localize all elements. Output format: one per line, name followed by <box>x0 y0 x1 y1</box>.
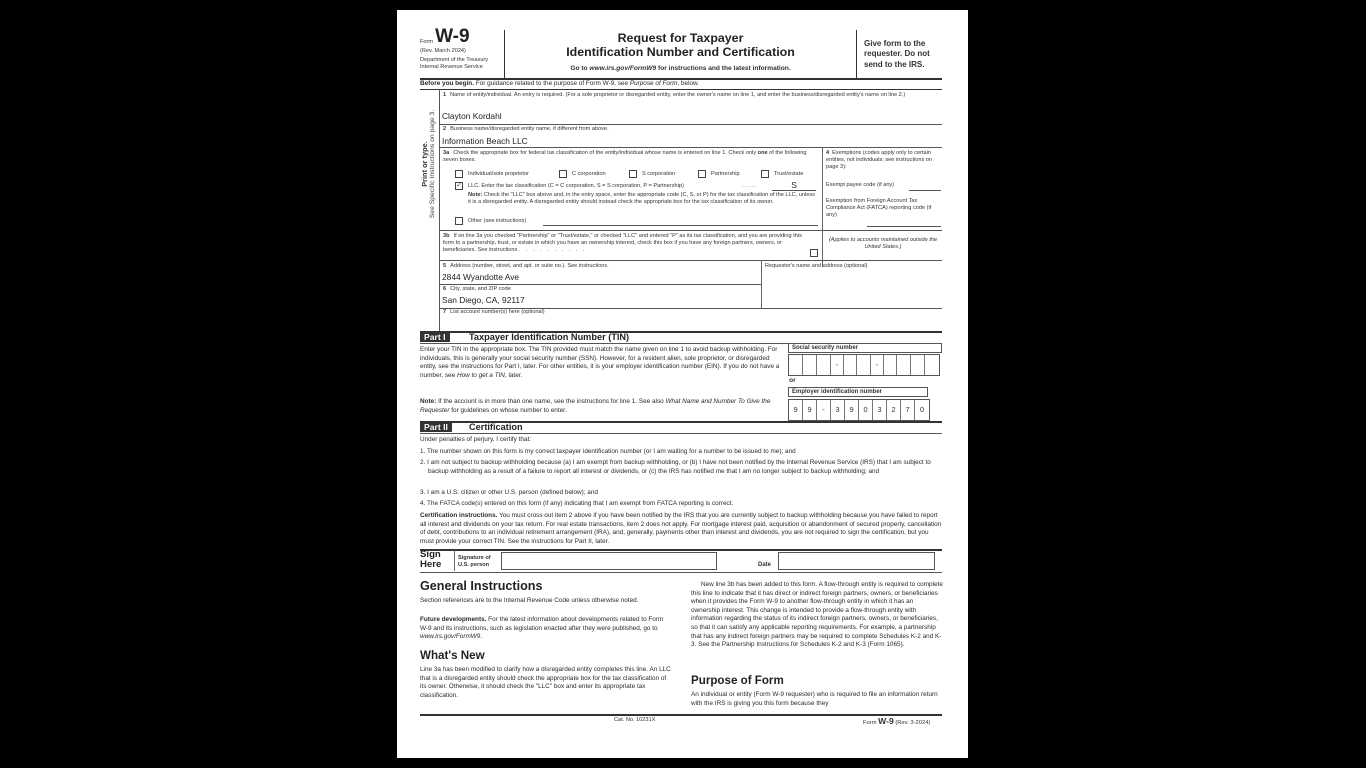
whats-new-text: Line 3a has been modified to clarify how a disregarded entity completes this line. An LLC that is a disregarded entity should check the appropriate box for the tax classification of its owner. Otherwise, it should check the "LLC" box and enter its appropriate tax classification. <box>420 666 671 699</box>
form-dept: Department of the Treasury <box>420 57 489 63</box>
line7-account-field[interactable] <box>442 317 940 329</box>
other-label: Other (see instructions) <box>468 218 527 224</box>
part1-paragraph: Enter your TIN in the appropriate box. The TIN provided must match the name given on line 1 to avoid backup withholding. For individuals, this is generally your social security number (SSN). However, for a resident alien, sole proprietor, or disregarded entity, see the instructions for Part I, later. For other entities, it is your employer identification number (EIN). If you do not have a number, see How to get a TIN, later. <box>420 346 780 379</box>
line1-name-field[interactable]: Clayton Kordahl <box>442 111 502 121</box>
checkbox-line3b-foreign[interactable] <box>810 249 818 257</box>
fatca-field[interactable] <box>867 219 941 227</box>
llc-note: Note: Check the "LLC" box above and, in the entry space, enter the appropriate code (C, S, or P) for the tax classification of the LLC, unless it is a disregarded entity. A disregarded entity should instead check the appropriate box for the tax classification of its owner. <box>468 192 815 205</box>
ssn-label: Social security number <box>788 343 942 353</box>
other-field[interactable] <box>543 217 818 226</box>
fatca-applies-note: (Applies to accounts maintained outside the United States.) <box>828 237 938 250</box>
cert-item-2: 2. I am not subject to backup withholding because (a) I am exempt from backup withholding, or (b) I have not been notified by the Internal Revenue Service (IRS) that I am subject to backup withholding as a result of a failure to report all interest or dividends, or (c) the IRS has notified me that I am no longer subject to backup withholding; and <box>420 459 931 475</box>
line3a-label: 3a Check the appropriate box for federal tax classification of the entity/individual whose name is entered on line 1. Check only one of the following seven boxes. <box>443 150 807 163</box>
form-id-block <box>420 28 506 71</box>
checkbox-other[interactable] <box>455 217 463 225</box>
checkbox-c-corporation[interactable] <box>559 170 567 178</box>
checkbox-partnership[interactable] <box>698 170 706 178</box>
signature-field[interactable] <box>501 552 717 570</box>
option-trust-label: Trust/estate <box>774 171 804 177</box>
part2-intro: Under penalties of perjury, I certify that: <box>420 436 532 443</box>
checkbox-trust-estate[interactable] <box>761 170 769 178</box>
llc-classification-field[interactable]: S <box>772 180 816 191</box>
option-partnership-label: Partnership <box>711 171 740 177</box>
line7-label: 7 List account number(s) here (optional) <box>443 309 545 315</box>
option-c-corp-label: C corporation <box>572 171 606 177</box>
date-label: Date <box>758 562 772 568</box>
option-individual-label: Individual/sole proprietor <box>468 171 529 177</box>
fatca-label: Exemption from Foreign Account Tax Compliance Act (FATCA) reporting code (if any) <box>826 198 932 218</box>
exempt-payee-label: Exempt payee code (if any) <box>826 182 895 188</box>
form-goto-line: Go to www.irs.gov/FormW9 for instructions and the latest information. <box>570 65 791 72</box>
print-or-type-label: Print or type. See Specific Instructions on page 3. <box>420 109 436 219</box>
checkbox-llc[interactable]: ✓ <box>456 182 462 189</box>
part2-title: Certification <box>469 422 523 432</box>
requester-label: Requester's name and address (optional) <box>765 263 868 269</box>
form-title-block <box>507 31 854 72</box>
or-label: or <box>789 377 796 384</box>
give-form-note: Give form to the requester. Do not send to the IRS. <box>864 39 930 69</box>
form-title-line2: Identification Number and Certification <box>566 45 795 59</box>
checkbox-s-corporation[interactable] <box>629 170 637 178</box>
cert-item-3: 3. I am a U.S. citizen or other U.S. person (defined below); and <box>420 489 598 496</box>
ssn-field[interactable]: - - <box>788 354 940 376</box>
llc-dots: . . . . . <box>742 183 756 189</box>
line6-label: 6 City, state, and ZIP code <box>443 286 511 292</box>
whats-new-heading: What's New <box>420 649 485 662</box>
checkbox-individual[interactable] <box>455 170 463 178</box>
signature-label: Signature of U.S. person <box>458 555 491 568</box>
form-number: W-9 <box>435 26 470 47</box>
irs-url-link[interactable]: www.irs.gov/FormW9 <box>589 65 657 72</box>
w9-form-page <box>397 10 968 758</box>
ein-field[interactable]: 9 9 - 3 9 0 3 2 7 0 <box>788 399 930 421</box>
line4-label: 4 Exemptions (codes apply only to certain entities, not individuals; see instructions on page 3): <box>826 150 933 170</box>
before-you-begin: Before you begin. For guidance related to the purpose of Form W-9, see Purpose of Form, below. <box>420 80 700 87</box>
part1-tag: Part I <box>420 332 450 342</box>
future-url-link[interactable]: www.irs.gov/FormW9 <box>420 633 481 641</box>
date-field[interactable] <box>778 552 935 570</box>
exempt-payee-field[interactable] <box>909 182 941 191</box>
line5-address-field[interactable]: 2844 Wyandotte Ave <box>442 272 520 282</box>
part2-tag: Part II <box>420 422 452 432</box>
general-instructions-heading: General Instructions <box>420 579 543 593</box>
footer-form-id: Form W-9 (Rev. 3-2024) <box>863 716 931 726</box>
line5-label: 5 Address (number, street, and apt. or suite no.). See instructions. <box>443 263 609 269</box>
cert-item-1: 1. The number shown on this form is my correct taxpayer identification number (or I am waiting for a number to be issued to me); and <box>420 448 796 455</box>
option-s-corp-label: S corporation <box>642 171 676 177</box>
part1-note: Note: If the account is in more than one name, see the instructions for line 1. See also What Name and Number To Give the Requester for guidelines on whose number to enter. <box>420 398 771 414</box>
line6-city-field[interactable]: San Diego, CA, 92117 <box>442 295 525 305</box>
requester-field[interactable] <box>763 272 941 306</box>
cat-number: Cat. No. 10231X <box>614 717 656 723</box>
purpose-text: An individual or entity (Form W-9 requester) who is required to file an information return with the IRS is giving you this form because they <box>691 691 938 707</box>
line2-business-field[interactable]: Information Beach LLC <box>442 136 528 146</box>
form-revision: (Rev. March 2024) <box>420 48 466 54</box>
ein-label: Employer identification number <box>788 387 928 397</box>
line3b-new-text: New line 3b has been added to this form. A flow-through entity is required to complete this line to indicate that it has direct or indirect foreign partners, owners, or beneficiaries when it provides the Form W-9 to another flow-through entity in which it has an ownership interest. This change is intended to provide a flow-through entity with information regarding the status of its indirect foreign partners, owners, or beneficiaries, so that it can satisfy any applicable reporting requirements. For example, a partnership that has any indirect foreign partners may be required to complete Schedules K-2 and K-3. See the Partnership Instructions for Schedules K-2 and K-3 (Form 1065). <box>691 581 943 649</box>
form-agency: Internal Revenue Service <box>420 64 483 70</box>
section-references: Section references are to the Internal Revenue Code unless otherwise noted. <box>420 597 639 604</box>
cert-item-4: 4. The FATCA code(s) entered on this form (if any) indicating that I am exempt from FATCA reporting is correct. <box>420 500 734 507</box>
form-word: Form <box>420 39 434 45</box>
cert-instructions: Certification instructions. You must cross out item 2 above if you have been notified by the IRS that you are currently subject to backup withholding because you have failed to report all interest and dividends on your tax return. For real estate transactions, item 2 does not apply. For mortgage interest paid, acquisition or abandonment of secured property, cancellation of debt, contributions to an individual retirement arrangement (IRA), and, generally, payments other than interest and dividends, you are not required to sign the certification, but you must provide your correct TIN. See the instructions for Part II, later. <box>420 512 942 545</box>
llc-label: LLC. Enter the tax classification (C = C corporation, S = S corporation, P = Partnership) <box>468 183 684 189</box>
form-title-line1: Request for Taxpayer <box>617 31 744 45</box>
purpose-heading: Purpose of Form <box>691 674 784 687</box>
sign-here-label: Sign Here <box>420 549 442 570</box>
line3b-label: 3b If on line 3a you checked "Partnership" or "Trust/estate," or checked "LLC" and entered "P" as its tax classification, and you are providing this form to a partnership, trust, or estate in which you have an ownership interest, check this box if you have any foreign partners, owners, or beneficiaries. See instructions . . . . . . . . . . <box>443 233 802 253</box>
line1-label: 1 Name of entity/individual. An entry is required. (For a sole proprietor or disregarded entity, enter the owner's name on line 1, and enter the business/disregarded entity's name on line 2.) <box>443 92 906 98</box>
part1-title: Taxpayer Identification Number (TIN) <box>469 332 630 342</box>
line2-label: 2 Business name/disregarded entity name, if different from above. <box>443 126 609 132</box>
future-developments: Future developments. For the latest information about developments related to Form W-9 and its instructions, such as legislation enacted after they were published, go to www.irs.gov/FormW9. <box>420 616 664 641</box>
